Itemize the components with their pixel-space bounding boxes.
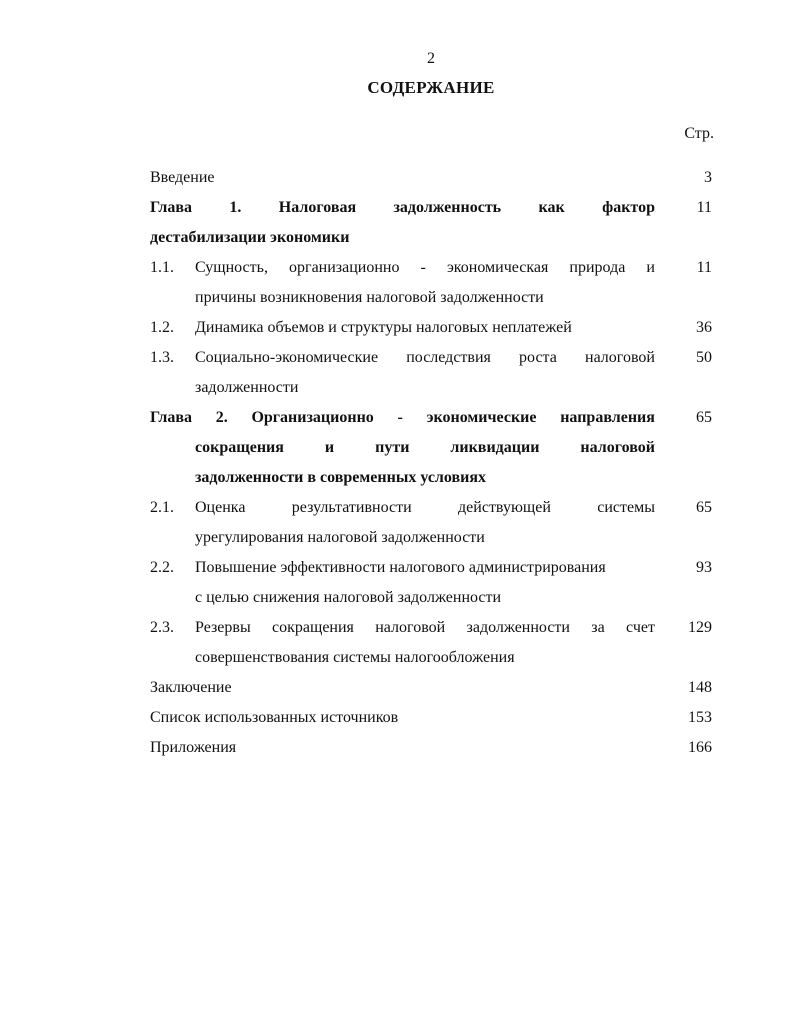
toc-page-number: 129 <box>688 619 712 636</box>
word: 2. <box>215 409 228 426</box>
toc-entry-line <box>150 433 655 463</box>
word: за <box>591 619 605 636</box>
section-number: 1.1. <box>150 259 174 276</box>
toc-entry-2-1 <box>150 493 712 553</box>
word: - <box>420 259 426 276</box>
section-number: 2.3. <box>150 619 174 636</box>
toc-entry-line <box>150 193 655 223</box>
word: системы <box>597 499 655 516</box>
word: задолженности <box>466 619 570 636</box>
word: налоговой <box>375 619 446 636</box>
toc-page-number: 166 <box>688 739 712 756</box>
toc-entry-label: Заключение <box>150 679 232 696</box>
word: Глава <box>150 199 192 216</box>
section-number: 1.2. <box>150 319 174 336</box>
toc-entry-line <box>195 343 655 373</box>
page-number: 2 <box>427 50 435 67</box>
toc-entry-line: причины возникновения налоговой задолженности <box>195 289 544 306</box>
word: Сущность, <box>195 259 268 276</box>
toc-entry-line: Динамика объемов и структуры налоговых неплатежей <box>195 319 572 336</box>
toc-entry-sources <box>150 703 712 733</box>
section-number: 2.2. <box>150 559 174 576</box>
word: последствия <box>406 349 491 366</box>
word: природа <box>569 259 626 276</box>
word: сокращения <box>195 439 284 456</box>
word: Резервы <box>195 619 251 636</box>
toc-entry-2-2 <box>150 553 712 613</box>
toc-page-number: 153 <box>688 709 712 726</box>
toc-entry-2-3 <box>150 613 712 673</box>
toc-entry-line: дестабилизации экономики <box>150 229 350 246</box>
toc-entry-intro <box>150 163 712 193</box>
toc-entry-line: задолженности <box>195 379 299 396</box>
word: результативности <box>291 499 412 516</box>
word: налоговой <box>585 349 655 366</box>
word: экономическая <box>446 259 549 276</box>
word: действующей <box>458 499 551 516</box>
table-of-contents <box>150 163 712 763</box>
toc-page-number: 11 <box>696 259 712 276</box>
toc-entry-line: Повышение эффективности налогового администрирования <box>195 559 606 576</box>
toc-entry-line: с целью снижения налоговой задолженности <box>195 589 502 606</box>
word: роста <box>519 349 557 366</box>
page-title: СОДЕРЖАНИЕ <box>367 78 495 97</box>
toc-entry-1-3 <box>150 343 712 403</box>
toc-page-number: 50 <box>696 349 712 366</box>
toc-page-number: 11 <box>696 199 712 216</box>
word: - <box>397 409 403 426</box>
toc-entry-line: урегулирования налоговой задолженности <box>195 529 485 546</box>
word: ликвидации <box>450 439 540 456</box>
toc-entry-label: Список использованных источников <box>150 709 399 726</box>
word: сокращения <box>272 619 354 636</box>
word: и <box>324 439 335 456</box>
word: экономические <box>426 409 537 426</box>
word: 1. <box>229 199 242 216</box>
toc-entry-appendices <box>150 733 712 763</box>
section-number: 2.1. <box>150 499 174 516</box>
toc-entry-line: совершенствования системы налогообложения <box>195 649 515 666</box>
word: задолженность <box>393 199 502 216</box>
page-column-label: Стр. <box>684 125 714 142</box>
toc-page-number: 3 <box>704 169 712 186</box>
word: фактор <box>602 199 655 216</box>
toc-entry-line: задолженности в современных условиях <box>195 469 487 486</box>
toc-page-number: 148 <box>688 679 712 696</box>
toc-entry-line <box>195 613 655 643</box>
toc-page-number: 36 <box>696 319 712 336</box>
word: Оценка <box>195 499 246 516</box>
word: направления <box>560 409 655 426</box>
toc-entry-line <box>150 403 655 433</box>
toc-entry-conclusion <box>150 673 712 703</box>
toc-entry-line <box>195 253 655 283</box>
toc-entry-1-2 <box>150 313 712 343</box>
toc-page-number: 93 <box>696 559 712 576</box>
word: пути <box>375 439 410 456</box>
word: и <box>646 259 655 276</box>
word: организационно <box>289 259 400 276</box>
word: Глава <box>150 409 192 426</box>
toc-entry-label: Введение <box>150 169 215 186</box>
toc-entry-line <box>195 493 655 523</box>
toc-page-number: 65 <box>696 499 712 516</box>
toc-page-number: 65 <box>696 409 712 426</box>
word: как <box>538 199 565 216</box>
toc-entry-1-1 <box>150 253 712 313</box>
section-number: 1.3. <box>150 349 174 366</box>
toc-entry-chapter-2 <box>150 403 712 493</box>
toc-entry-label: Приложения <box>150 739 237 756</box>
word: налоговой <box>580 439 655 456</box>
word: Организационно <box>251 409 374 426</box>
word: счет <box>626 619 655 636</box>
word: Социально-экономические <box>195 349 379 366</box>
toc-entry-chapter-1 <box>150 193 712 253</box>
word: Налоговая <box>278 199 357 216</box>
